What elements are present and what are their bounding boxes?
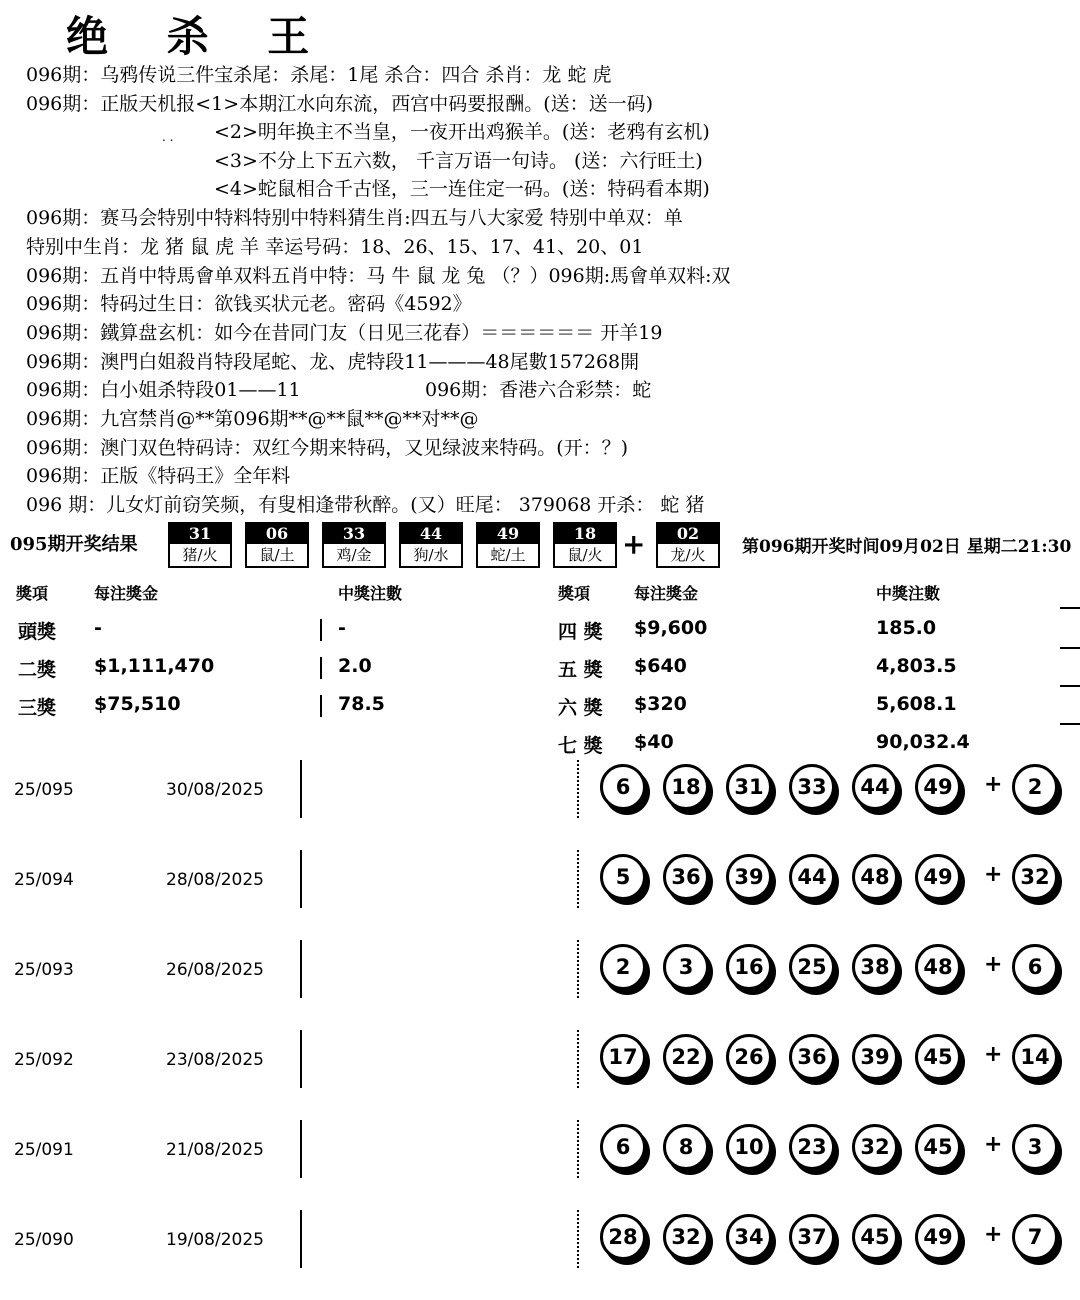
draw-result-strip bbox=[0, 520, 1080, 570]
prize-table bbox=[0, 575, 1080, 755]
period-number: 25/093 bbox=[14, 960, 74, 980]
number-ball: 8 bbox=[663, 1124, 709, 1170]
number-ball: 34 bbox=[726, 1214, 772, 1260]
plus-sign: + bbox=[984, 772, 1003, 797]
divider bbox=[300, 1120, 302, 1178]
result-ball-number: 31 bbox=[170, 524, 230, 544]
number-ball: 45 bbox=[915, 1124, 961, 1170]
number-ball: 49 bbox=[915, 854, 961, 900]
divider bbox=[300, 1210, 302, 1268]
period-number: 25/094 bbox=[14, 870, 74, 890]
separator bbox=[320, 657, 322, 679]
period-number: 25/095 bbox=[14, 780, 74, 800]
tip-line: 096期：白小姐杀特段01——11 bbox=[26, 379, 301, 401]
divider bbox=[577, 940, 579, 998]
number-ball: 2 bbox=[600, 944, 646, 990]
header-item: 獎項 bbox=[16, 584, 49, 603]
special-ball: 2 bbox=[1012, 764, 1058, 810]
number-ball: 28 bbox=[600, 1214, 646, 1260]
plus-sign: + bbox=[984, 952, 1003, 977]
tip-line: 096期：赛马会特别中特料特别中特料猜生肖:四五与八大家爱 特别中单双：单 bbox=[26, 207, 683, 229]
prize-name: 六 獎 bbox=[558, 697, 603, 719]
result-ball-number: 18 bbox=[555, 524, 615, 544]
tip-line: 096期：澳門白姐殺肖特段尾蛇、龙、虎特段11———48尾數157268開 bbox=[26, 351, 640, 373]
divider bbox=[1060, 685, 1080, 687]
plus-sign: + bbox=[984, 1222, 1003, 1247]
result-ball bbox=[553, 522, 617, 568]
number-ball: 16 bbox=[726, 944, 772, 990]
divider bbox=[300, 850, 302, 908]
prize-amount: $9,600 bbox=[634, 617, 708, 639]
page-title: 绝 杀 王 bbox=[66, 12, 332, 61]
number-ball: 26 bbox=[726, 1034, 772, 1080]
draw-date: 21/08/2025 bbox=[166, 1140, 264, 1160]
prize-amount: $75,510 bbox=[94, 693, 181, 715]
divider bbox=[577, 760, 579, 818]
result-ball bbox=[245, 522, 309, 568]
prize-name: 二獎 bbox=[18, 659, 57, 681]
history-row bbox=[0, 1030, 1080, 1120]
divider bbox=[577, 1120, 579, 1178]
draw-date: 19/08/2025 bbox=[166, 1230, 264, 1250]
prize-count: 2.0 bbox=[338, 655, 372, 677]
draw-date: 26/08/2025 bbox=[166, 960, 264, 980]
number-ball: 25 bbox=[789, 944, 835, 990]
divider bbox=[300, 760, 302, 818]
tip-line: 096期：特码过生日：欲钱买状元老。密码《4592》 bbox=[26, 293, 472, 315]
header-amount: 每注獎金 bbox=[634, 584, 699, 603]
result-ball bbox=[322, 522, 386, 568]
prize-amount: $1,111,470 bbox=[94, 655, 215, 677]
tip-line: <3>不分上下五六数， 千言万语一句诗。 (送：六行旺土) bbox=[214, 150, 703, 172]
number-ball: 5 bbox=[600, 854, 646, 900]
number-ball: 33 bbox=[789, 764, 835, 810]
number-ball: 45 bbox=[915, 1034, 961, 1080]
period-number: 25/092 bbox=[14, 1050, 74, 1070]
tip-line: <2>明年换主不当皇，一夜开出鸡猴羊。(送：老鸦有玄机) bbox=[214, 121, 710, 143]
result-ball-number: 44 bbox=[401, 524, 461, 544]
result-ball-number: 49 bbox=[478, 524, 538, 544]
next-draw-time: 第096期开奖时间09月02日 星期二21:30 bbox=[742, 537, 1072, 557]
divider bbox=[300, 940, 302, 998]
prize-count: 4,803.5 bbox=[876, 655, 957, 677]
result-ball-zodiac: 鼠/火 bbox=[567, 546, 603, 564]
number-ball: 48 bbox=[915, 944, 961, 990]
number-ball: 36 bbox=[663, 854, 709, 900]
result-ball-number: 33 bbox=[324, 524, 384, 544]
result-ball bbox=[476, 522, 540, 568]
divider bbox=[577, 1210, 579, 1268]
prize-count: 185.0 bbox=[876, 617, 937, 639]
number-ball: 39 bbox=[852, 1034, 898, 1080]
history-row bbox=[0, 940, 1080, 1030]
prize-count: 78.5 bbox=[338, 693, 385, 715]
number-ball: 23 bbox=[789, 1124, 835, 1170]
tip-line: 096 期：儿女灯前窃笑频，有叟相逢带秋醉。(又）旺尾： 379068 开杀： 蛇 猪 bbox=[26, 494, 705, 516]
prize-name: 四 獎 bbox=[558, 621, 603, 643]
result-ball-zodiac: 鼠/土 bbox=[259, 546, 295, 564]
special-ball: 3 bbox=[1012, 1124, 1058, 1170]
tip-line: 096期：鐵算盘玄机：如今在昔同门友（日见三花春）＝＝＝＝＝＝ 开羊19 bbox=[26, 322, 663, 344]
tip-line: 096期：香港六合彩禁：蛇 bbox=[425, 379, 652, 401]
history-row bbox=[0, 760, 1080, 850]
prize-amount: - bbox=[94, 617, 102, 639]
result-ball bbox=[168, 522, 232, 568]
result-ball-zodiac: 狗/水 bbox=[413, 546, 449, 564]
prize-name: 五 獎 bbox=[558, 659, 603, 681]
number-ball: 6 bbox=[600, 764, 646, 810]
result-label: 095期开奖结果 bbox=[10, 534, 138, 555]
decor-dots: . . bbox=[162, 130, 174, 144]
special-ball: 7 bbox=[1012, 1214, 1058, 1260]
number-ball: 31 bbox=[726, 764, 772, 810]
prize-amount: $640 bbox=[634, 655, 687, 677]
tip-line: <4>蛇鼠相合千古怪，三一连住定一码。(送：特码看本期) bbox=[214, 178, 710, 200]
number-ball: 48 bbox=[852, 854, 898, 900]
tip-line: 特别中生肖：龙 猪 鼠 虎 羊 幸运号码：18、26、15、17、41、20、01 bbox=[26, 236, 644, 258]
number-ball: 17 bbox=[600, 1034, 646, 1080]
result-ball-number: 06 bbox=[247, 524, 307, 544]
plus-sign: + bbox=[984, 1132, 1003, 1157]
tip-line: 096期：五肖中特馬會单双料五肖中特：马 牛 鼠 龙 兔 （？）096期:馬會单双料:双 bbox=[26, 265, 731, 287]
prize-count: - bbox=[338, 617, 346, 639]
draw-date: 23/08/2025 bbox=[166, 1050, 264, 1070]
divider bbox=[577, 1030, 579, 1088]
number-ball: 10 bbox=[726, 1124, 772, 1170]
number-ball: 32 bbox=[663, 1214, 709, 1260]
number-ball: 49 bbox=[915, 1214, 961, 1260]
tip-line: 096期：澳门双色特码诗：双红今期来特码，又见绿波来特码。(开：？) bbox=[26, 437, 629, 459]
prize-count: 90,032.4 bbox=[876, 731, 970, 753]
history-row bbox=[0, 1210, 1080, 1300]
special-ball-zodiac: 龙/火 bbox=[670, 546, 706, 564]
header-amount: 每注獎金 bbox=[94, 584, 159, 603]
prize-amount: $320 bbox=[634, 693, 687, 715]
prize-name: 三獎 bbox=[18, 697, 57, 719]
draw-date: 30/08/2025 bbox=[166, 780, 264, 800]
tip-line: 096期：乌鸦传说三件宝杀尾：杀尾：1尾 杀合：四合 杀肖：龙 蛇 虎 bbox=[26, 64, 612, 86]
plus-sign: + bbox=[984, 1042, 1003, 1067]
number-ball: 38 bbox=[852, 944, 898, 990]
result-ball bbox=[399, 522, 463, 568]
number-ball: 32 bbox=[852, 1124, 898, 1170]
draw-date: 28/08/2025 bbox=[166, 870, 264, 890]
divider bbox=[1060, 723, 1080, 725]
special-ball: 6 bbox=[1012, 944, 1058, 990]
history-row bbox=[0, 1120, 1080, 1210]
header-item: 獎項 bbox=[558, 584, 591, 603]
number-ball: 22 bbox=[663, 1034, 709, 1080]
prize-name: 七 獎 bbox=[558, 735, 603, 757]
number-ball: 39 bbox=[726, 854, 772, 900]
plus-sign: + bbox=[622, 528, 646, 561]
tip-line: 096期：正版天机报<1>本期江水向东流，西宫中码要报酬。(送：送一码) bbox=[26, 93, 654, 115]
period-number: 25/091 bbox=[14, 1140, 74, 1160]
prize-name: 頭獎 bbox=[18, 621, 57, 643]
prize-count: 5,608.1 bbox=[876, 693, 957, 715]
separator bbox=[320, 695, 322, 717]
header-count: 中獎注數 bbox=[338, 584, 403, 603]
number-ball: 44 bbox=[789, 854, 835, 900]
number-ball: 3 bbox=[663, 944, 709, 990]
divider bbox=[1060, 607, 1080, 609]
divider bbox=[1060, 647, 1080, 649]
number-ball: 44 bbox=[852, 764, 898, 810]
divider bbox=[300, 1030, 302, 1088]
number-ball: 37 bbox=[789, 1214, 835, 1260]
special-ball-number: 02 bbox=[658, 524, 718, 544]
number-ball: 36 bbox=[789, 1034, 835, 1080]
tip-line: 096期：九宫禁肖@**第096期**@**鼠**@**对**@ bbox=[26, 408, 479, 430]
separator bbox=[320, 619, 322, 641]
result-ball-zodiac: 猪/火 bbox=[182, 546, 218, 564]
number-ball: 45 bbox=[852, 1214, 898, 1260]
period-number: 25/090 bbox=[14, 1230, 74, 1250]
divider bbox=[577, 850, 579, 908]
prize-amount: $40 bbox=[634, 731, 674, 753]
result-ball-zodiac: 鸡/金 bbox=[336, 546, 372, 564]
number-ball: 6 bbox=[600, 1124, 646, 1170]
special-ball bbox=[656, 522, 720, 568]
tip-line: 096期：正版《特码王》全年料 bbox=[26, 465, 291, 487]
special-ball: 14 bbox=[1012, 1034, 1058, 1080]
number-ball: 18 bbox=[663, 764, 709, 810]
plus-sign: + bbox=[984, 862, 1003, 887]
history-row bbox=[0, 850, 1080, 940]
number-ball: 49 bbox=[915, 764, 961, 810]
result-ball-zodiac: 蛇/土 bbox=[490, 546, 526, 564]
special-ball: 32 bbox=[1012, 854, 1058, 900]
header-count: 中獎注數 bbox=[876, 584, 941, 603]
